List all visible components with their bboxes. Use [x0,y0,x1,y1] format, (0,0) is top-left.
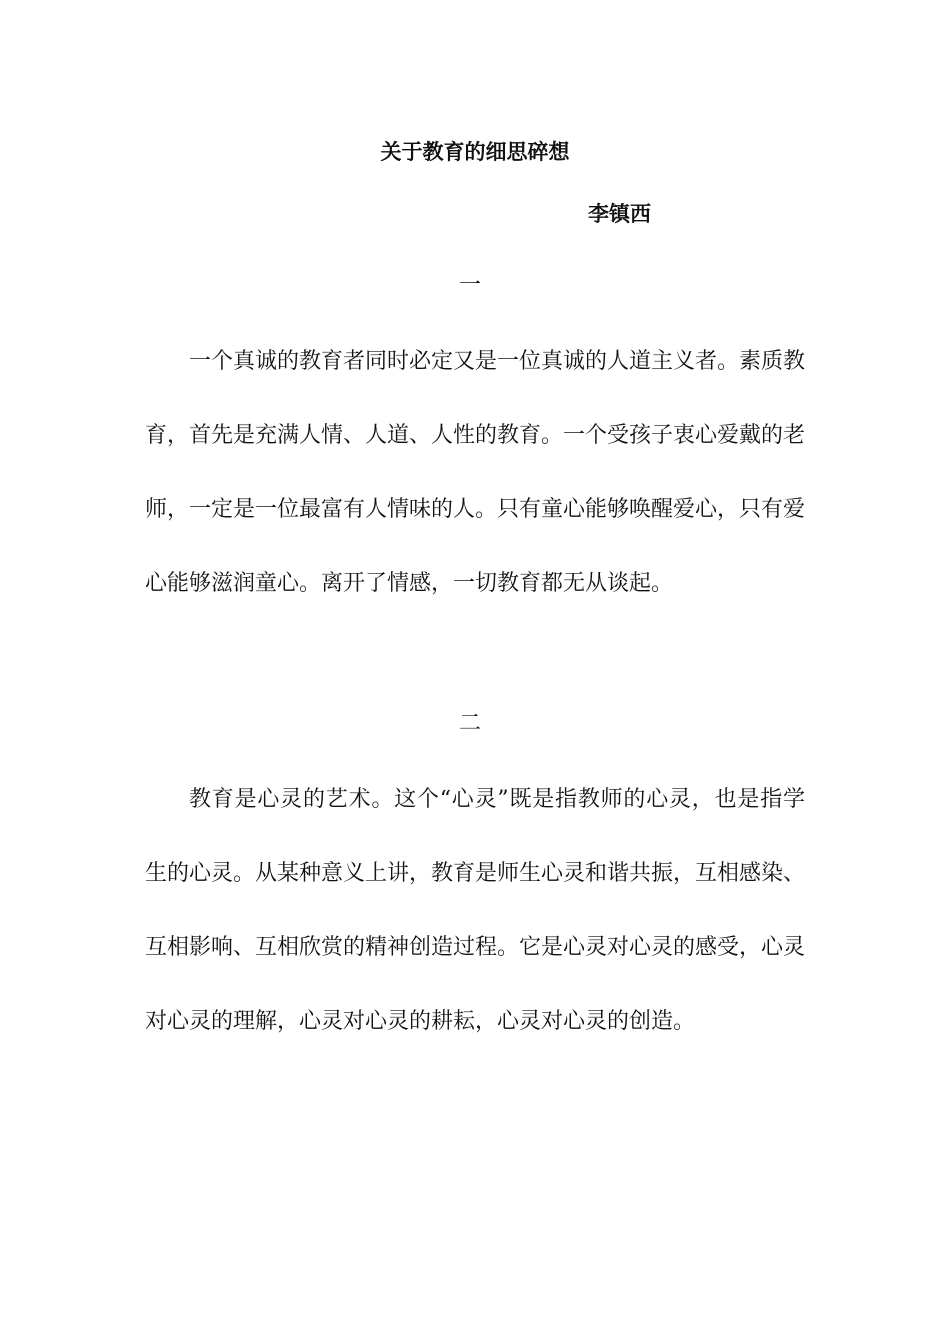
author-name: 李镇西 [588,202,651,226]
section-number: 一 [458,273,481,298]
section-number: 二 [458,711,481,736]
document-title: 关于教育的细思碎想 [380,140,570,164]
section-paragraph: 一个真诚的教育者同时必定又是一位真诚的人道主义者。素质教育，首先是充满人情、人道、人性的教育。一个受孩子衷心爱戴的老师，一定是一位最富有人情味的人。只有童心能够唤醒爱心，只有爱心能够滋润童心。离开了情感，一切教育都无从谈起。 [145,349,806,596]
section-paragraph: 教育是心灵的艺术。这个“心灵”既是指教师的心灵，也是指学生的心灵。从某种意义上讲，教育是师生心灵和谐共振，互相感染、互相影响、互相欣赏的精神创造过程。它是心灵对心灵的感受，心灵对心灵的理解，心灵对心灵的耕耘，心灵对心灵的创造。 [145,787,806,1034]
